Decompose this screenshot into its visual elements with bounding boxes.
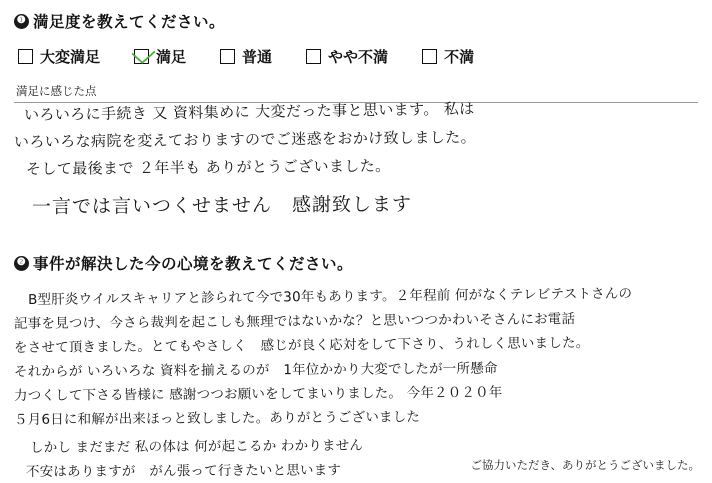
- choice-dissatisfied[interactable]: [422, 46, 474, 67]
- choice-label-satisfied: 満足: [156, 49, 187, 66]
- choice-very-satisfied[interactable]: [18, 46, 100, 67]
- handwriting-line: 記事を見つけ、今さら裁判を起こしも無理ではないかな？と思いつつかわいそさんにお電話: [13, 311, 576, 332]
- choice-satisfied[interactable]: [134, 46, 186, 67]
- footer-thanks-note: ご協力いただき、ありがとうございました。: [470, 460, 700, 472]
- choice-label-neutral: 普通: [242, 49, 273, 66]
- handwriting-line: 不安はありますが がん張って行きたいと思います: [25, 462, 342, 480]
- checkbox-dissatisfied[interactable]: [422, 49, 437, 64]
- checkbox-satisfied-checked[interactable]: [134, 49, 149, 64]
- choice-neutral[interactable]: [220, 46, 272, 67]
- question-2-number: ❷: [14, 256, 29, 271]
- checkbox-very-satisfied[interactable]: [18, 49, 33, 64]
- handwriting-line: いろいろに手続き 又 資料集めに 大変だった事と思います。 私は: [23, 99, 475, 124]
- handwriting-line: B型肝炎ウイルスキャリアと診られて今で30年もあります。２年程前 何がなくテレビテストさんの: [27, 285, 633, 308]
- handwriting-line: 力つくして下さる皆様に 感謝つつお願いをしてまいりました。 今年２０２０年: [13, 384, 503, 404]
- question-2-text: 事件が解決した今の心境を教えてください。: [33, 256, 354, 273]
- checkbox-neutral[interactable]: [220, 49, 235, 64]
- question-1-text: 満足度を教えてください。: [33, 14, 226, 31]
- choice-label-somewhat-dissatisfied: やや不満: [328, 49, 389, 66]
- choice-label-dissatisfied: 不満: [444, 49, 475, 66]
- handwriting-line: それからが いろいろな 資料を揃えるのが 1年位かかり大変でしたが一所懸命: [13, 360, 498, 380]
- question-1-heading: [14, 10, 698, 32]
- choice-label-very-satisfied: 大変満足: [40, 49, 101, 66]
- handwriting-line-emphasis: 一言では言いつくせません 感謝致します: [31, 193, 413, 218]
- checkbox-somewhat-dissatisfied[interactable]: [306, 49, 321, 64]
- handwriting-line: いろいろな病院を変えておりますのでご迷惑をおかけ致しました。: [13, 128, 477, 151]
- handwriting-line: そして最後まで ２年半も ありがとうございました。: [25, 156, 391, 178]
- handwriting-line: ５月6日に和解が出来ほっと致しました。ありがとうございました: [13, 409, 421, 428]
- question-2-heading: [14, 252, 353, 274]
- free-text-label: 満足に感じた点: [16, 86, 97, 98]
- satisfaction-choices: [14, 46, 698, 67]
- handwriting-line: をさせて頂きました。とてもやさしく 感じが良く応対をして下さり、うれしく思いました。: [13, 334, 590, 356]
- handwriting-line: しかし まだまだ 私の体は 何が起こるか わかりません: [29, 437, 364, 456]
- question-1-number: ❶: [14, 14, 29, 29]
- choice-somewhat-dissatisfied[interactable]: [306, 46, 388, 67]
